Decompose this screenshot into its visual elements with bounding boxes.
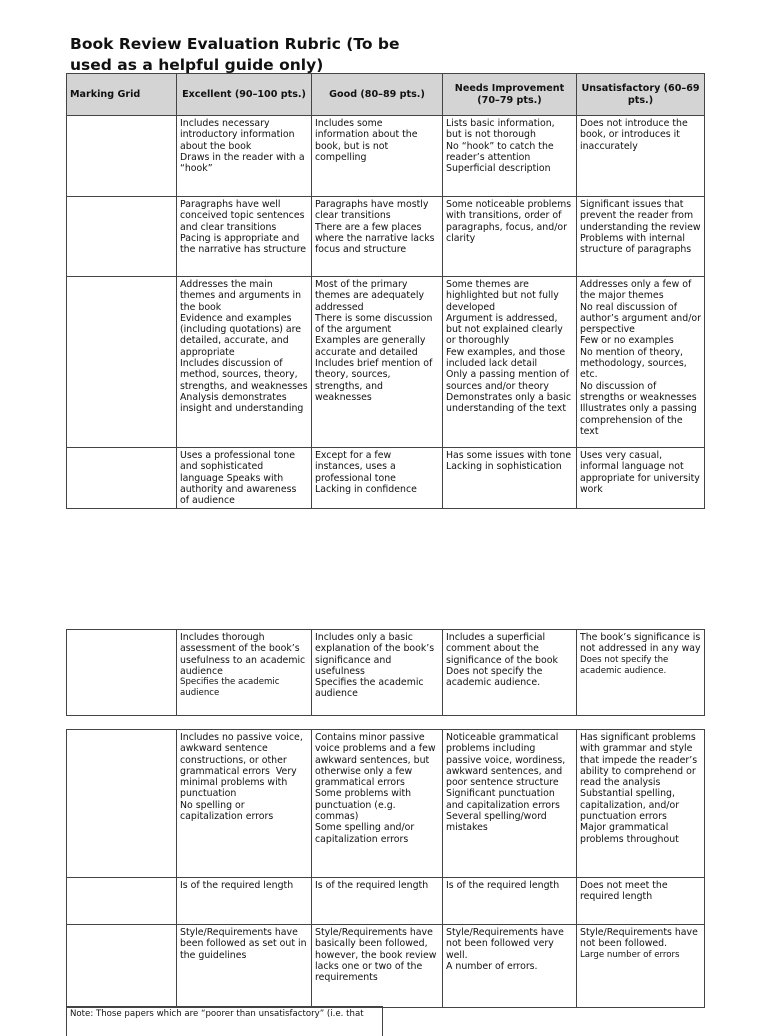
cell-excellent: Is of the required length [177,878,312,925]
cell-good [312,730,443,878]
cell-text: Except for a few instances, uses a professional tone [315,450,399,484]
cell-text: Illustrates only a passing comprehension of the text [580,403,700,437]
cell-text: Style/Requirements have not been followed. [580,927,701,950]
cell-text: Significant issues that prevent the reader from understanding the review Problems with internal structure of paragraphs [580,199,704,256]
table-row [67,630,705,716]
cell-text: Evidence and examples (including quotations) are detailed, accurate, and appropriate [180,312,305,358]
cell-needs [443,116,577,197]
cell-unsat [577,277,705,448]
cell-unsat [577,925,705,1008]
cell-good [312,197,443,277]
cell-text: Addresses the main themes and arguments in the book [180,279,305,313]
header-good: Good (80–89 pts.) [312,74,443,116]
cell-text: Includes a superficial comment about the significance of the book [446,632,558,666]
cell-text: Uses a professional tone and sophisticated language Speaks with authority and awareness of audience [180,450,300,507]
rubric-table [66,73,705,509]
cell-text: Some noticeable problems with transitions, order of paragraphs, focus, and/or clarity [446,199,575,244]
cell-text: Substantial spelling, capitalization, and/or punctuation errors [580,788,683,823]
cell-good [312,448,443,509]
criterion-cell [67,878,177,925]
cell-text: Style/Requirements have not been followed very well. [446,927,567,961]
cell-text: Includes necessary introductory information about the book [180,118,298,152]
cell-text: No mention of theory, methodology, sources, etc. [580,346,690,381]
criterion-cell [67,925,177,1008]
footnote: Note: Those papers which are “poorer than unsatisfactory” (i.e. that [66,1006,383,1036]
cell-needs [443,630,577,716]
cell-text: Does not specify the academic audience. [580,654,672,676]
criterion-cell [67,277,177,448]
cell-text: No discussion of strengths or weaknesses [580,380,697,403]
header-excellent: Excellent (90–100 pts.) [177,74,312,116]
cell-text: Includes brief mention of theory, sources, strengths, and weaknesses [315,358,436,403]
cell-excellent [177,116,312,197]
cell-text: Includes thorough assessment of the book’s usefulness to an academic audience [180,632,309,677]
cell-text: Large number of errors [580,949,680,960]
cell-text: Pacing is appropriate and the narrative has structure [180,232,307,256]
cell-text: There is some discussion of the argument [315,312,436,336]
cell-needs [443,730,577,878]
cell-text: Does not specify the academic audience. [446,665,546,689]
cell-good [312,116,443,197]
table-row [67,925,705,1008]
header-unsatisfactory: Unsatisfactory (60–69 pts.) [577,74,705,116]
cell-text: There are a few places where the narrative lacks focus and structure [315,221,438,256]
cell-text: Some spelling and/or capitalization errors [315,822,418,845]
cell-good: Style/Requirements have basically been followed, however, the book review lacks one or two of the requirements [312,925,443,1008]
cell-good [312,277,443,448]
cell-text: A number of errors. [446,960,538,972]
criterion-cell [67,197,177,277]
cell-text: Some themes are highlighted but not fully developed [446,279,562,313]
cell-text: Paragraphs have mostly clear transitions [315,199,432,222]
cell-text: Superficial description [446,163,551,175]
cell-text: Addresses only a few of the major themes [580,279,695,302]
table-row [67,730,705,878]
cell-text: Contains minor passive voice problems and a few awkward sentences, but otherwise only a few grammatical errors [315,732,439,789]
criterion-cell [67,116,177,197]
cell-text: “hook” [180,163,213,175]
rubric-table-significance [66,629,705,716]
header-marking-grid: Marking Grid [67,74,177,116]
cell-text: Major grammatical problems throughout [580,822,679,845]
table-row [67,448,705,509]
cell-text: Has significant problems with grammar and style that impede the reader’s ability to comprehend or read the analysis [580,732,701,789]
table-row [67,197,705,277]
cell-excellent [177,730,312,878]
cell-unsat [577,448,705,509]
table-row [67,116,705,197]
cell-text: Several spelling/word mistakes [446,811,550,834]
rubric-table-mechanics [66,729,705,1008]
cell-excellent [177,277,312,448]
cell-text: Demonstrates only a basic understanding of the text [446,391,575,415]
cell-unsat [577,730,705,878]
cell-text: Only a passing mention of sources and/or theory [446,369,572,392]
cell-needs [443,925,577,1008]
cell-text: Few examples, and those included lack detail [446,346,569,370]
cell-text: Includes discussion of method, sources, theory, strengths, and weaknesses Analysis demonstrates insight and understanding [180,358,314,415]
cell-unsat [577,630,705,716]
cell-text: Noticeable grammatical problems including passive voice, wordiness, awkward sentences, and poor sentence structure [446,732,569,789]
cell-text: Specifies the academic audience [180,677,283,699]
cell-needs [443,448,577,509]
cell-excellent [177,630,312,716]
cell-text: No “hook” to catch the reader’s attention [446,140,557,163]
cell-needs [443,197,577,277]
cell-text: Some problems with punctuation (e.g. commas) [315,788,415,823]
cell-text: Includes only a basic explanation of the book’s significance and usefulness [315,632,438,677]
cell-text: Argument is addressed, but not explained clearly or thoroughly [446,312,566,347]
cell-unsat [577,116,705,197]
cell-text: Lists basic information, but is not thorough [446,118,558,141]
cell-text: Does not introduce the book, or introduces it inaccurately [580,118,691,152]
cell-text: Specifies the academic audience [315,677,427,700]
cell-text: Includes no passive voice, awkward sentence constructions, or other grammatical errors Very minimal problems with punctuation [180,732,306,800]
cell-good: Is of the required length [312,878,443,925]
cell-text: No real discussion of author’s argument and/or perspective [580,301,704,336]
cell-text: Includes some information about the book, but is not compelling [315,118,421,163]
cell-text: No spelling or capitalization errors [180,799,274,823]
cell-text: Significant punctuation and capitalization errors [446,788,560,811]
cell-text: Most of the primary themes are adequately addressed [315,279,427,313]
cell-needs: Is of the required length [443,878,577,925]
header-needs-improvement: Needs Improvement (70–79 pts.) [443,74,577,116]
cell-excellent [177,448,312,509]
cell-text: Uses very casual, informal language not appropriate for university work [580,450,703,495]
cell-needs [443,277,577,448]
cell-good [312,630,443,716]
table-row [67,277,705,448]
table-row [67,878,705,925]
cell-unsat [577,197,705,277]
criterion-cell [67,448,177,509]
cell-excellent: Style/Requirements have been followed as set out in the guidelines [177,925,312,1008]
cell-text: Few or no examples [580,335,674,347]
cell-unsat: Does not meet the required length [577,878,705,925]
criterion-cell [67,730,177,878]
cell-text: Has some issues with tone Lacking in sophistication [446,450,575,473]
cell-excellent [177,197,312,277]
header-row [67,74,705,116]
criterion-cell [67,630,177,716]
cell-text: Lacking in confidence [315,483,417,495]
page-title: Book Review Evaluation Rubric (To be used as a helpful guide only) [70,35,400,74]
cell-text: Paragraphs have well conceived topic sentences and clear transitions [180,199,308,233]
cell-text: Draws in the reader with a [180,151,305,163]
cell-text: Examples are generally accurate and detailed [315,335,429,358]
cell-text: The book’s significance is not addressed in any way [580,632,704,655]
